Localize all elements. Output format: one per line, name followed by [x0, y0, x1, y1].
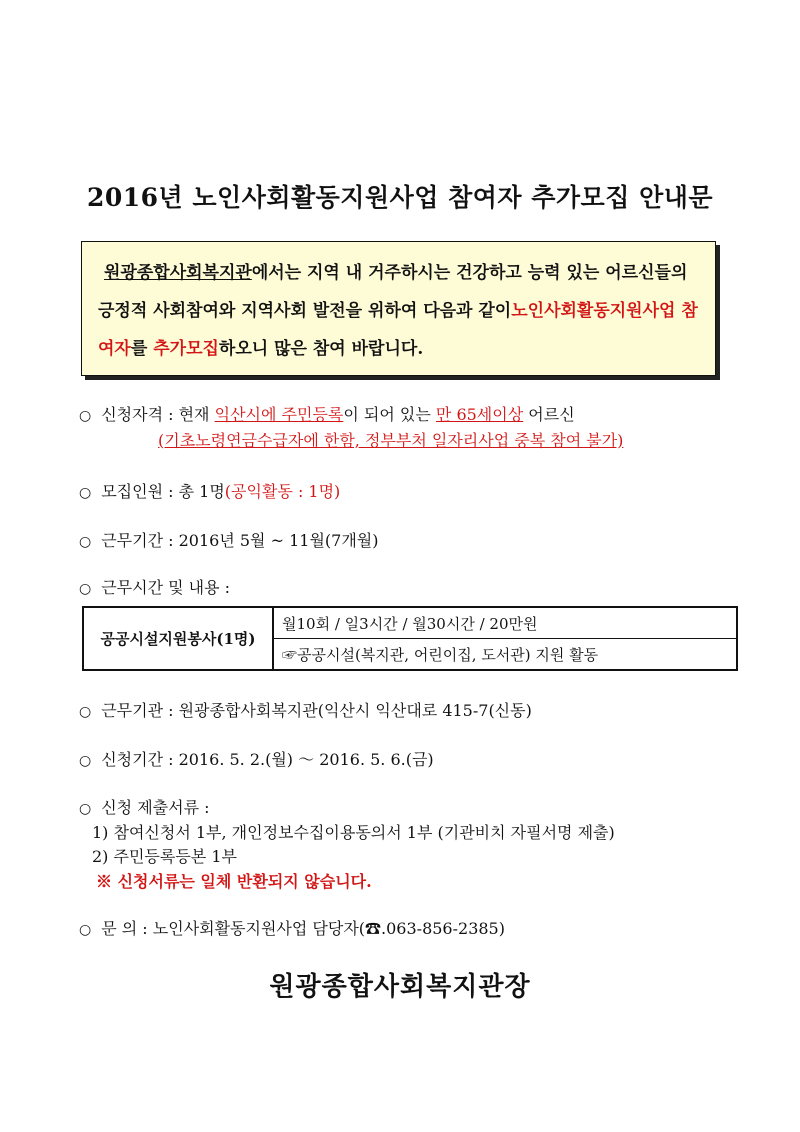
intro-text-3: 하오니 많은 참여 바랍니다. [218, 339, 424, 359]
workplace-line [79, 700, 532, 723]
documents-line [79, 797, 210, 820]
qualification-age: 만 65세이상 [435, 405, 524, 424]
period-text: 근무기간 : 2016년 5월 ~ 11월(7개월) [101, 531, 379, 550]
bullet-icon: ○ [79, 922, 92, 938]
bullet-icon: ○ [79, 485, 92, 501]
recruit-count-detail: (공익활동 : 1명) [224, 482, 341, 501]
contact-line [79, 918, 505, 941]
qualification-residence: 익산시에 주민등록 [214, 405, 344, 424]
qualification-label: 신청자격 : 현재 [101, 405, 210, 424]
bullet-icon: ○ [79, 704, 92, 720]
bullet-icon: ○ [79, 408, 92, 424]
qualification-mid: 이 되어 있는 [343, 405, 431, 424]
intro-box [81, 241, 716, 376]
qualification-note: (기초노령연금수급자에 한함, 정부부처 일자리사업 중복 참여 불가) [158, 431, 624, 450]
recruit-count-label: 모집인원 : 총 1명 [101, 482, 225, 501]
worktime-line [79, 577, 230, 600]
intro-recruit: 추가모집 [153, 339, 219, 359]
intro-program: 노인사회활동지원사업 참여자 [98, 301, 698, 359]
intro-text-1: 에서는 지역 내 거주하시는 건강하고 능력 있는 어르신들의 긍정적 사회참여와 지역사회 발전을 위하여 다음과 같이 [98, 263, 688, 321]
bullet-icon: ○ [79, 801, 92, 817]
document-item-1: 1) 참여신청서 1부, 개인정보수집이용동의서 1부 (기관비치 자필서명 제출) [92, 823, 615, 842]
work-schedule-cell: 월10회 / 일3시간 / 월30시간 / 20만원 [273, 607, 737, 639]
bullet-icon: ○ [79, 534, 92, 550]
bullet-icon: ○ [79, 753, 92, 769]
document-title: 2016년 노인사회활동지원사업 참여자 추가모집 안내문 [86, 183, 714, 212]
contact-text: 문 의 : 노인사회활동지원사업 담당자(☎.063-856-2385) [101, 919, 505, 938]
documents-label: 신청 제출서류 : [101, 798, 210, 817]
qualification-end: 어르신 [528, 405, 575, 424]
table-row [83, 607, 737, 639]
qualification-line [79, 404, 575, 427]
footer-signature: 원광종합사회복지관장 [269, 972, 531, 1002]
worktime-label: 근무시간 및 내용 : [101, 578, 231, 597]
work-content-cell: ☞공공시설(복지관, 어린이집, 도서관) 지원 활동 [273, 639, 737, 671]
apply-period-line [79, 749, 434, 772]
bullet-icon: ○ [79, 581, 92, 597]
workplace-text: 근무기관 : 원광종합사회복지관(익산시 익산대로 415-7(신동) [101, 701, 532, 720]
work-table [82, 606, 738, 671]
work-name-cell: 공공시설지원봉사(1명) [83, 607, 273, 670]
document-item-2: 2) 주민등록등본 1부 [92, 847, 237, 866]
intro-org: 원광종합사회복지관 [104, 263, 252, 283]
recruit-count-line [79, 481, 340, 504]
apply-period-text: 신청기간 : 2016. 5. 2.(월) ～ 2016. 5. 6.(금) [101, 750, 434, 769]
period-line [79, 530, 378, 553]
intro-text-2: 를 [130, 339, 148, 359]
documents-note: ※ 신청서류는 일체 반환되지 않습니다. [96, 872, 372, 891]
